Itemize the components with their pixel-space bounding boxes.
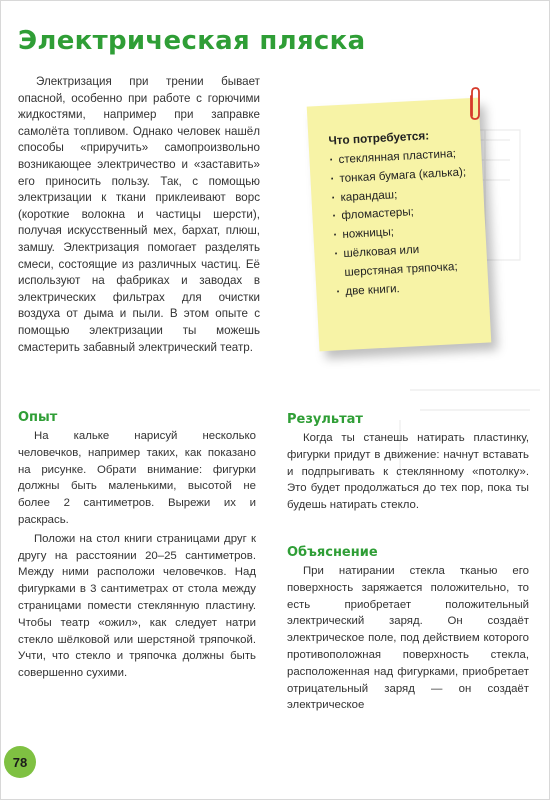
experiment-heading: Опыт <box>18 410 58 425</box>
materials-item: · ножницы; <box>333 219 478 245</box>
result-heading: Результат <box>287 412 363 427</box>
materials-item: · шёлковая или шерстяная тряпочка; <box>334 238 480 283</box>
experiment-paragraph: Положи на стол книги страницами друг к другу на расстоянии 20–25 сантиметров. Между ними расположи человечков. Над фигурками в 3 сантиметрах от стола между страницами помести стеклянную пластину. Чтобы театр «ожил», как следует натри стекло шёлковой или шерстяной тряпочкой. Учти, что стекло и тряпочка должны быть совершенно сухими. <box>18 532 256 680</box>
materials-item: · карандаш; <box>331 182 476 208</box>
materials-title: Что потребуется: <box>328 128 430 148</box>
materials-item: · две книги. <box>336 275 481 301</box>
experiment-paragraph: На кальке нарисуй несколько человечков, например таких, как показано на рисунке. Обрати внимание: фигурки должны быть маленькими, высотой не более 2 сантиметров. Вырежи их и раскрась. <box>18 430 256 526</box>
materials-sticky-note <box>307 98 492 352</box>
materials-item: · стеклянная пластина; <box>329 144 474 170</box>
materials-list <box>329 144 481 302</box>
materials-item: · фломастеры; <box>332 200 477 226</box>
explanation-text: При натирании стекла тканью его поверхность заряжается положительно, то есть приобретает положительный электрический заряд. Он создаёт электрическое поле, под действием которого противоположная поверхность стекла, расположенная над фигурками, приобретает отрицательный заряд — он создаёт электрическое <box>287 565 529 712</box>
paperclip-icon <box>468 86 482 122</box>
page-number: 78 <box>4 746 36 778</box>
experiment-text <box>18 428 256 684</box>
intro-paragraph: Электризация при трении бывает опасной, особенно при работе с горючими жидкостями, например при заправке самолёта топливом. Однако человек нашёл способы «приручить» самопроизвольно возникающее электричество и «заставить» его приносить пользу. Так, с помощью электризации к ткани приклеивают ворс (короткие волокна и частицы шерсти), получая искусственный мех, бархат, плюш, замшу. Электризация помогает разделять смеси, состоящие из различных частиц. Её используют на фабриках и заводах в электрических фильтрах для очистки воздуха от дыма и пыли. В этом опыте с помощью электризации ты можешь смастерить забавный электрический театр. <box>18 75 260 354</box>
materials-item: · тонкая бумага (калька); <box>330 163 475 189</box>
explanation-heading: Объяснение <box>287 545 378 560</box>
result-text: Когда ты станешь натирать пластинку, фигурки придут в движение: начнут вставать и подпрыгивать к стеклянному «потолку». Это будет продолжаться до тех пор, пока ты будешь натирать стекло. <box>287 432 529 512</box>
page-title: Электрическая пляска <box>18 26 366 56</box>
